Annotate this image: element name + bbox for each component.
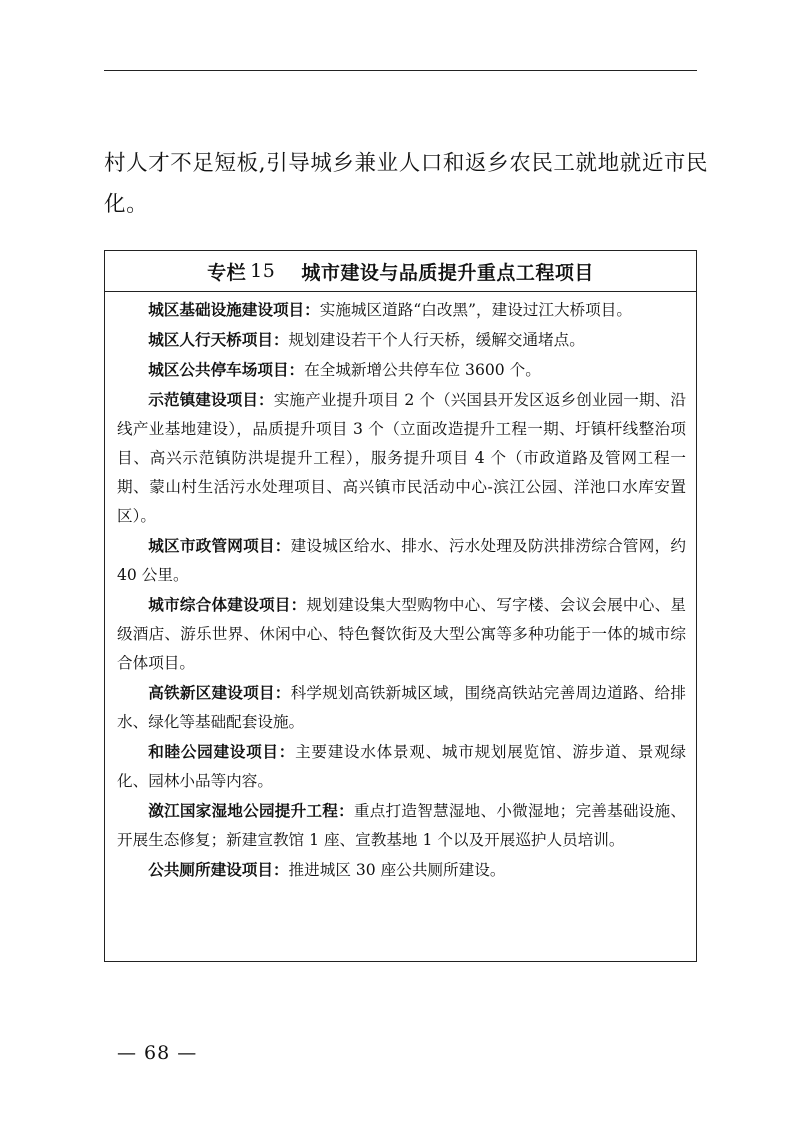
project-label: 城区基础设施建设项目：: [148, 300, 320, 319]
intro-line-2: 化。: [104, 192, 149, 217]
intro-paragraph: [104, 143, 709, 225]
project-entry: [117, 855, 686, 885]
project-label: 潋江国家湿地公园提升工程：: [148, 801, 354, 820]
project-text: 推进城区 30 座公共厕所建设。: [288, 861, 506, 879]
project-text: 规划建设若干个人行天桥，缓解交通堵点。: [288, 331, 585, 349]
project-text: 实施城区道路“白改黑”，建设过江大桥项目。: [319, 301, 632, 319]
project-entry: [117, 737, 686, 796]
project-label: 城市综合体建设项目：: [148, 595, 307, 614]
project-entry: [117, 531, 686, 590]
box-title: [105, 251, 696, 292]
page-number: — 68 —: [117, 1042, 198, 1064]
project-label: 高铁新区建设项目：: [148, 683, 291, 702]
project-text: 主要建设水体景观、城市规划展览馆、游步道、景观绿化、园林小品等内容。: [117, 743, 686, 790]
project-label: 城区人行天桥项目：: [148, 330, 289, 349]
project-entry: [117, 325, 686, 355]
box-title-prefix: 专栏: [207, 261, 247, 284]
project-column-box: [104, 250, 697, 962]
project-entry: [117, 796, 686, 855]
project-entry: [117, 295, 686, 325]
project-entry: [117, 355, 686, 385]
project-text: 规划建设集大型购物中心、写字楼、会议会展中心、星级酒店、游乐世界、休闲中心、特色餐饮街及大型公寓等多种功能于一体的城市综合体项目。: [117, 596, 686, 672]
project-text: 建设城区给水、排水、污水处理及防洪排涝综合管网，约 40 公里。: [117, 537, 686, 584]
project-label: 示范镇建设项目：: [148, 390, 274, 409]
intro-line-1: 村人才不足短板,引导城乡兼业人口和返乡农民工就地就近市民: [104, 151, 709, 176]
project-label: 和睦公园建设项目：: [148, 742, 296, 761]
project-label: 城区公共停车场项目：: [148, 360, 305, 379]
project-text: 在全城新增公共停车位 3600 个。: [304, 361, 541, 379]
project-text: 科学规划高铁新城区域，围绕高铁站完善周边道路、给排水、绿化等基础配套设施。: [117, 684, 686, 731]
header-rule: [104, 70, 697, 71]
project-text: 实施产业提升项目 2 个（兴国县开发区返乡创业园一期、沿线产业基地建设），品质提升项目 3 个（立面改造提升工程一期、圩镇杆线整治项目、高兴示范镇防洪堤提升工程），服务提升项目 4 个（市政道路及管网工程一期、蒙山村生活污水处理项目、高兴镇市民活动中心-滨江公园、洋池口水库安置区）。: [117, 391, 686, 525]
box-title-text: 城市建设与品质提升重点工程项目: [301, 261, 594, 284]
project-entry: [117, 590, 686, 678]
box-title-number: 15: [250, 260, 276, 282]
box-body: [105, 292, 696, 885]
project-entry: [117, 678, 686, 737]
project-label: 公共厕所建设项目：: [148, 860, 289, 879]
project-entry: [117, 385, 686, 531]
project-text: 重点打造智慧湿地、小微湿地；完善基础设施、开展生态修复；新建宣教馆 1 座、宣教基地 1 个以及开展巡护人员培训。: [117, 802, 686, 849]
project-label: 城区市政管网项目：: [148, 536, 291, 555]
